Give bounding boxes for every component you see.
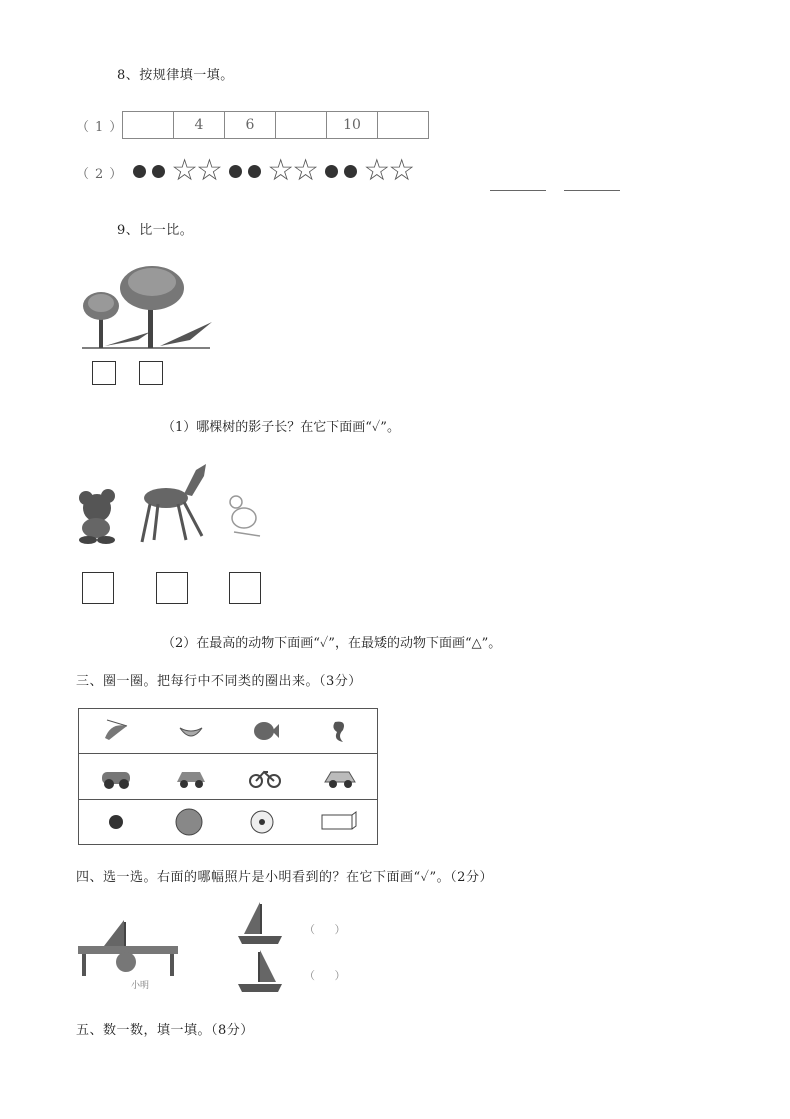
tree-answer-box-2[interactable] bbox=[139, 361, 163, 385]
q9-title: 9、比一比。 bbox=[117, 223, 194, 238]
animal-answer-box-1[interactable] bbox=[82, 572, 114, 604]
section5-title: 五、数一数，填一填。（8分） bbox=[76, 1023, 254, 1038]
xiaoming-view-image bbox=[76, 916, 182, 978]
boat-photo-1[interactable] bbox=[236, 900, 284, 946]
q8-title: 8、按规律填一填。 bbox=[117, 68, 234, 83]
star-icon: ☆ bbox=[196, 153, 223, 188]
box-icon[interactable] bbox=[318, 809, 358, 835]
sequence-cell-5: 10 bbox=[327, 112, 378, 139]
classify-row-1 bbox=[79, 709, 377, 754]
dot-icon bbox=[325, 165, 338, 178]
dot-icon bbox=[133, 165, 146, 178]
sequence-cell-3: 6 bbox=[225, 112, 276, 139]
toy-car-icon[interactable] bbox=[99, 764, 133, 790]
animal-answer-box-3[interactable] bbox=[229, 572, 261, 604]
classify-row-3 bbox=[79, 800, 377, 844]
xiaoming-label: 小明 bbox=[131, 981, 150, 991]
boat-answer-1[interactable]: （ ） bbox=[304, 923, 354, 936]
dot-icon bbox=[152, 165, 165, 178]
star-icon: ☆ bbox=[292, 153, 320, 188]
animal-answer-box-2[interactable] bbox=[156, 572, 188, 604]
shell-icon[interactable] bbox=[176, 718, 206, 744]
tree-answer-box-1[interactable] bbox=[92, 361, 116, 385]
big-ball-icon[interactable] bbox=[172, 807, 206, 837]
car-icon[interactable] bbox=[174, 764, 208, 790]
star-icon: ☆ bbox=[267, 153, 295, 188]
q8-row2-label: （2） bbox=[76, 167, 129, 182]
trees-image bbox=[80, 260, 215, 352]
soccer-ball-icon[interactable] bbox=[245, 809, 279, 835]
star-icon: ☆ bbox=[363, 153, 391, 188]
answer-blank-2[interactable] bbox=[564, 170, 620, 191]
dot-icon bbox=[248, 165, 261, 178]
star-icon: ☆ bbox=[171, 153, 199, 188]
section4-title: 四、选一选。右面的哪幅照片是小明看到的？在它下面画“✓”。（2分） bbox=[76, 870, 493, 885]
dot-icon bbox=[344, 165, 357, 178]
sequence-cell-2: 4 bbox=[174, 112, 225, 139]
q8-row1-label: （1） bbox=[76, 120, 129, 135]
star-icon: ☆ bbox=[388, 153, 416, 188]
sequence-table bbox=[122, 111, 429, 139]
sequence-cell-1[interactable] bbox=[123, 112, 174, 139]
pattern-row bbox=[130, 153, 416, 188]
classify-row-2 bbox=[79, 754, 377, 800]
classify-grid bbox=[78, 708, 378, 845]
section3-title: 三、圈一圈。把每行中不同类的圈出来。（3分） bbox=[76, 674, 362, 689]
boat-answer-2[interactable]: （ ） bbox=[304, 969, 354, 982]
small-ball-icon[interactable] bbox=[99, 809, 133, 835]
q9-sub2: （2）在最高的动物下面画“✓”，在最矮的动物下面画“△”。 bbox=[162, 636, 502, 651]
answer-blank-1[interactable] bbox=[490, 170, 546, 191]
shrimp-icon[interactable] bbox=[101, 718, 131, 744]
sequence-cell-4[interactable] bbox=[276, 112, 327, 139]
dot-icon bbox=[229, 165, 242, 178]
sequence-cell-6[interactable] bbox=[378, 112, 429, 139]
seahorse-icon[interactable] bbox=[325, 718, 355, 744]
fish-icon[interactable] bbox=[250, 718, 280, 744]
boat-photo-2[interactable] bbox=[236, 948, 284, 994]
bicycle-icon[interactable] bbox=[248, 764, 282, 790]
q9-sub1: （1）哪棵树的影子长？在它下面画“✓”。 bbox=[162, 420, 400, 435]
animals-image bbox=[74, 456, 274, 548]
police-car-icon[interactable] bbox=[323, 764, 357, 790]
